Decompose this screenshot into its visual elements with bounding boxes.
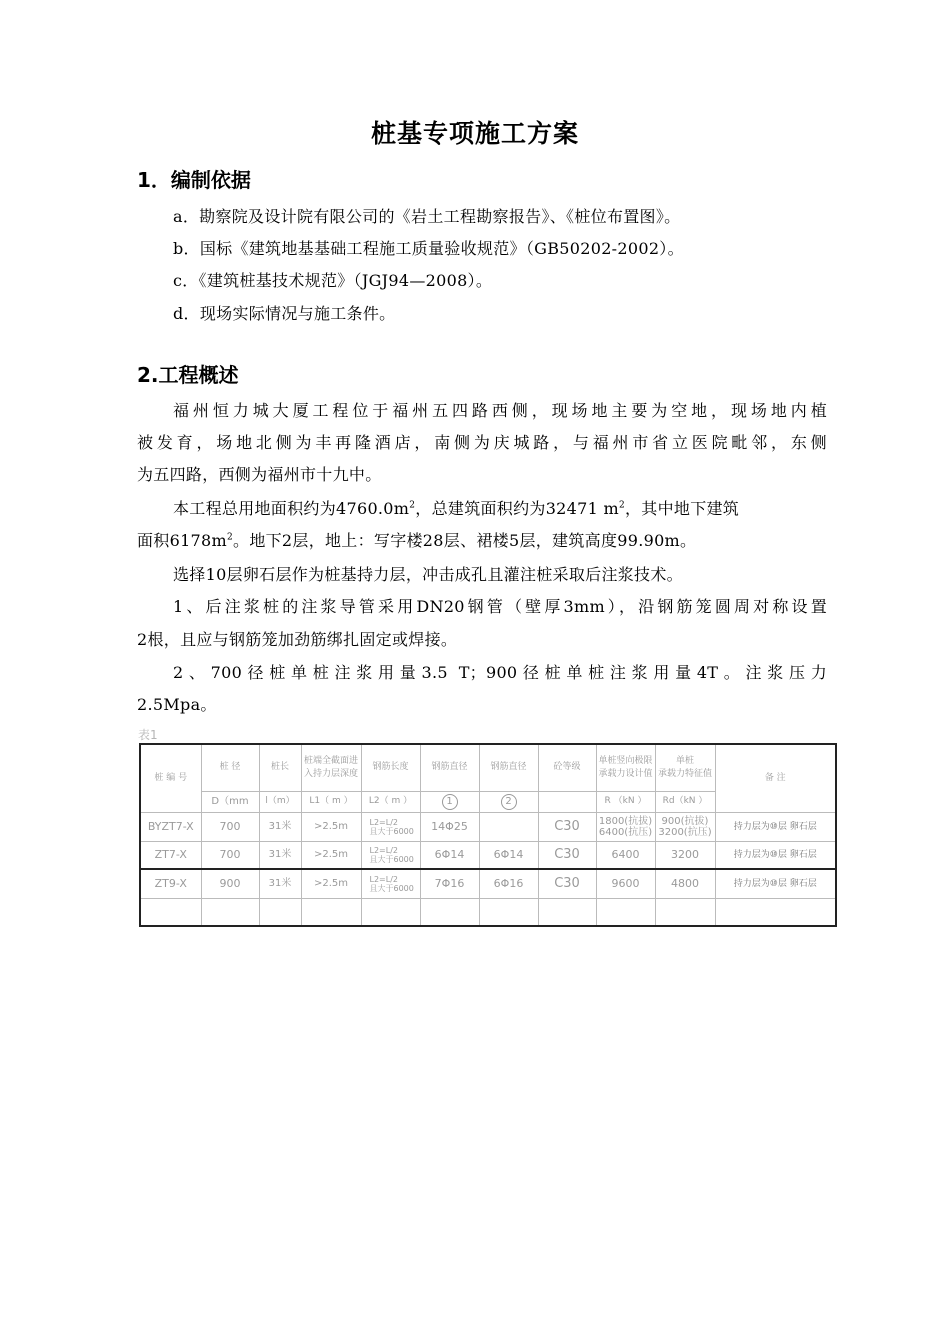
cell-embed: >2.5m [301, 869, 361, 898]
header-pile-no: 桩 编 号 [140, 744, 201, 812]
section-2-heading: 2.工程概述 [137, 363, 239, 387]
table-caption: 表1 [138, 728, 158, 742]
overview-p1-line3: 为五四路，西侧为福州市十九中。 [137, 465, 382, 484]
cell-pile: ZT9-X [140, 869, 201, 898]
basis-item-d: d．现场实际情况与施工条件。 [173, 304, 396, 323]
cell-rebar-d1: 14Φ25 [420, 812, 479, 841]
header-rebar-length: 钢筋长度 [361, 744, 420, 791]
unit-bearing: R （kN ） [596, 791, 655, 812]
cell-bearing: 1800(抗拔) 6400(抗压) [596, 812, 655, 841]
unit-length: l（m） [259, 791, 301, 812]
table-row [140, 812, 836, 841]
cell-length: 31米 [259, 841, 301, 869]
unit-concrete [538, 791, 596, 812]
overview-p3: 选择10层卵石层作为桩基持力层，冲击成孔且灌注桩采取后注浆技术。 [173, 565, 683, 584]
cell-concrete: C30 [538, 812, 596, 841]
cell-pile: BYZT7-X [140, 812, 201, 841]
cell-rebar-length: L2=L/2 且大于6000 [361, 812, 420, 841]
cell-concrete: C30 [538, 841, 596, 869]
cell-rebar-d1: 6Φ14 [420, 841, 479, 869]
cell-remark: 持力层为⑩层 卵石层 [715, 841, 836, 869]
document-title: 桩基专项施工方案 [370, 119, 579, 148]
header-remark: 备 注 [715, 744, 836, 812]
cell-bearing: 6400 [596, 841, 655, 869]
cell-pile: ZT7-X [140, 841, 201, 869]
cell-remark: 持力层为⑩层 卵石层 [715, 869, 836, 898]
cell-characteristic: 4800 [655, 869, 715, 898]
section-1-heading: 1．编制依据 [137, 168, 251, 192]
overview-p2-line2: 面积$6178m^2$。地下2层，地上：写字楼28层、裙楼5层，建筑高度99.90m。 [137, 531, 697, 550]
header-bearing: 单桩竖向极限 承载力设计值 [596, 744, 655, 791]
cell-concrete: C30 [538, 869, 596, 898]
unit-rebar-length: L2（ m ） [361, 791, 420, 812]
table-row [140, 869, 836, 898]
header-length: 桩长 [259, 744, 301, 791]
overview-p1-line2: 被发育，场地北侧为丰再隆酒店，南侧为庆城路，与福州市省立医院毗邻，东侧 [137, 433, 827, 452]
cell-rebar-length: L2=L/2 且大于6000 [361, 869, 420, 898]
unit-characteristic: Rd（kN ） [655, 791, 715, 812]
header-rebar-diameter-1: 钢筋直径 [420, 744, 479, 791]
overview-p2-line1: 本工程总用地面积约为$4760.0m^2$，总建筑面积约为32471 $m^2$，其中地下建筑 [173, 499, 740, 518]
basis-item-c: c．《建筑桩基技术规范》（JGJ94—2008）。 [173, 271, 493, 290]
basis-item-a: a．勘察院及设计院有限公司的《岩土工程勘察报告》、《桩位布置图》。 [173, 207, 681, 226]
table-row [140, 841, 836, 869]
cell-diameter: 900 [201, 869, 259, 898]
cell-diameter: 700 [201, 812, 259, 841]
cell-rebar-d2 [479, 812, 538, 841]
cell-diameter: 700 [201, 841, 259, 869]
table-empty-row [140, 898, 836, 926]
cell-rebar-d2: 6Φ14 [479, 841, 538, 869]
header-embed: 桩端全截面进 入持力层深度 [301, 744, 361, 791]
basis-item-b: b．国标《建筑地基基础工程施工质量验收规范》（GB50202-2002）。 [173, 239, 684, 258]
header-concrete: 砼等级 [538, 744, 596, 791]
overview-p5-line2: 2.5Mpa。 [137, 695, 217, 714]
cell-embed: >2.5m [301, 812, 361, 841]
cell-rebar-length: L2=L/2 且大于6000 [361, 841, 420, 869]
overview-p5-line1: 2、700径桩单桩注浆用量3.5 T；900径桩单桩注浆用量4T。注浆压力 [173, 663, 827, 682]
overview-p4-line2: 2根，且应与钢筋笼加劲筋绑扎固定或焊接。 [137, 630, 458, 649]
cell-length: 31米 [259, 812, 301, 841]
cell-characteristic: 3200 [655, 841, 715, 869]
cell-embed: >2.5m [301, 841, 361, 869]
cell-length: 31米 [259, 869, 301, 898]
unit-embed: L1（ m ） [301, 791, 361, 812]
header-diameter: 桩 径 [201, 744, 259, 791]
circled-number-2: 2 [501, 794, 517, 810]
cell-bearing: 9600 [596, 869, 655, 898]
circled-number-1: 1 [442, 794, 458, 810]
unit-rebar-d1 [420, 791, 479, 812]
header-characteristic: 单桩 承载力特征值 [655, 744, 715, 791]
table-header-row [140, 744, 836, 791]
overview-p1-line1: 福州恒力城大厦工程位于福州五四路西侧，现场地主要为空地，现场地内植 [173, 401, 827, 420]
cell-rebar-d1: 7Φ16 [420, 869, 479, 898]
header-rebar-diameter-2: 钢筋直径 [479, 744, 538, 791]
overview-p4-line1: 1、后注浆桩的注浆导管采用DN20钢管（壁厚3mm），沿钢筋笼圆周对称设置 [173, 597, 827, 616]
cell-characteristic: 900(抗拔) 3200(抗压) [655, 812, 715, 841]
cell-remark: 持力层为⑩层 卵石层 [715, 812, 836, 841]
cell-rebar-d2: 6Φ16 [479, 869, 538, 898]
pile-parameter-table [139, 743, 837, 927]
unit-diameter: D（mm [201, 791, 259, 812]
unit-rebar-d2 [479, 791, 538, 812]
